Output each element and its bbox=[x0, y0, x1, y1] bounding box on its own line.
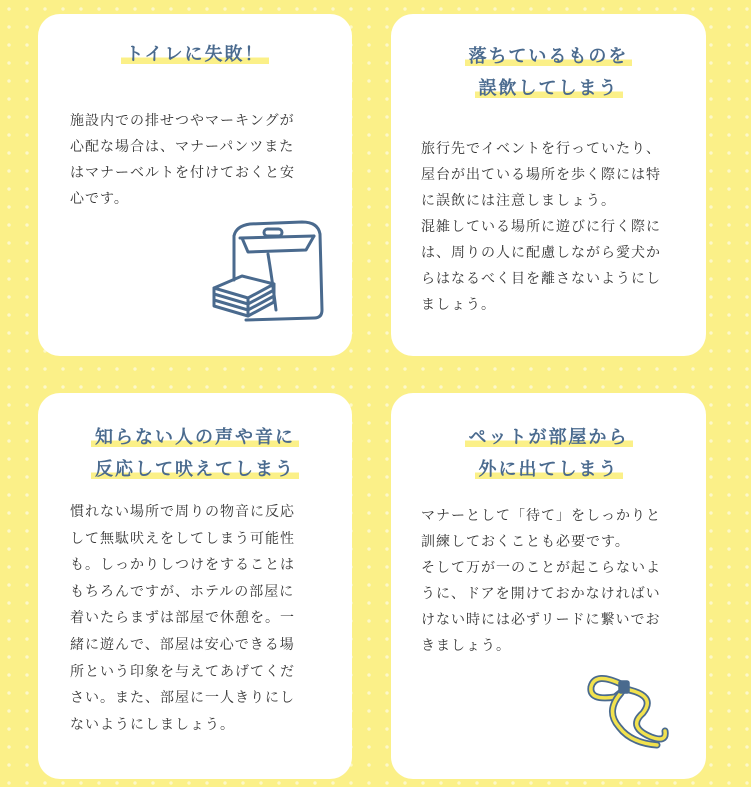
tip-card-swallowing bbox=[391, 14, 706, 356]
card-body-text: 旅行先でイベントを行っていたり、 屋台が出ている場所を歩く際には特 に誤飲には注意しましょう。 混雑している場所に遊びに行く際に は、周りの人に配慮しながら愛犬か らはなるべく目を離さないようにし ましょう。 bbox=[421, 141, 661, 313]
leash-icon bbox=[585, 667, 677, 751]
card-title-line: ペットが部屋から bbox=[465, 427, 633, 449]
card-title-line: 知らない人の声や音に bbox=[91, 427, 299, 449]
card-title-line: 外に出てしまう bbox=[475, 459, 623, 481]
card-body-text: 施設内での排せつやマーキングが 心配な場合は、マナーパンツまた はマナーベルトを付けておくと安 心です。 bbox=[70, 113, 295, 207]
card-title bbox=[391, 46, 706, 100]
card-title-line: 誤飲してしまう bbox=[475, 78, 623, 100]
card-title bbox=[391, 427, 706, 481]
card-title-line: 反応して吠えてしまう bbox=[91, 459, 299, 481]
bag-and-pads-icon bbox=[206, 214, 332, 330]
card-title bbox=[38, 44, 352, 66]
card-title-line: トイレに失敗！ bbox=[121, 44, 268, 66]
tip-card-toilet bbox=[38, 14, 352, 356]
card-body-text: 慣れない場所で周りの物音に反応 して無駄吠えをしてしまう可能性 も。しっかりしつけをすることは もちろんですが、ホテルの部屋に 着いたらまずは部屋で休憩を。一 緒に遊んで、部屋は安心できる場 所という印象を与えてあげてくだ さい。また、部屋に一人きりにし ないようにしましょう。 bbox=[70, 504, 295, 733]
card-title-line: 落ちているものを bbox=[465, 46, 633, 68]
tip-card-barking bbox=[38, 393, 352, 779]
card-body-text: マナーとして「待て」をしっかりと 訓練しておくことも必要です。 そして万が一のことが起こらないよ うに、ドアを開けておかなければい けない時には必ずリードに繋いでお きましょう。 bbox=[421, 508, 661, 654]
card-title bbox=[38, 427, 352, 481]
tip-card-escape bbox=[391, 393, 706, 779]
